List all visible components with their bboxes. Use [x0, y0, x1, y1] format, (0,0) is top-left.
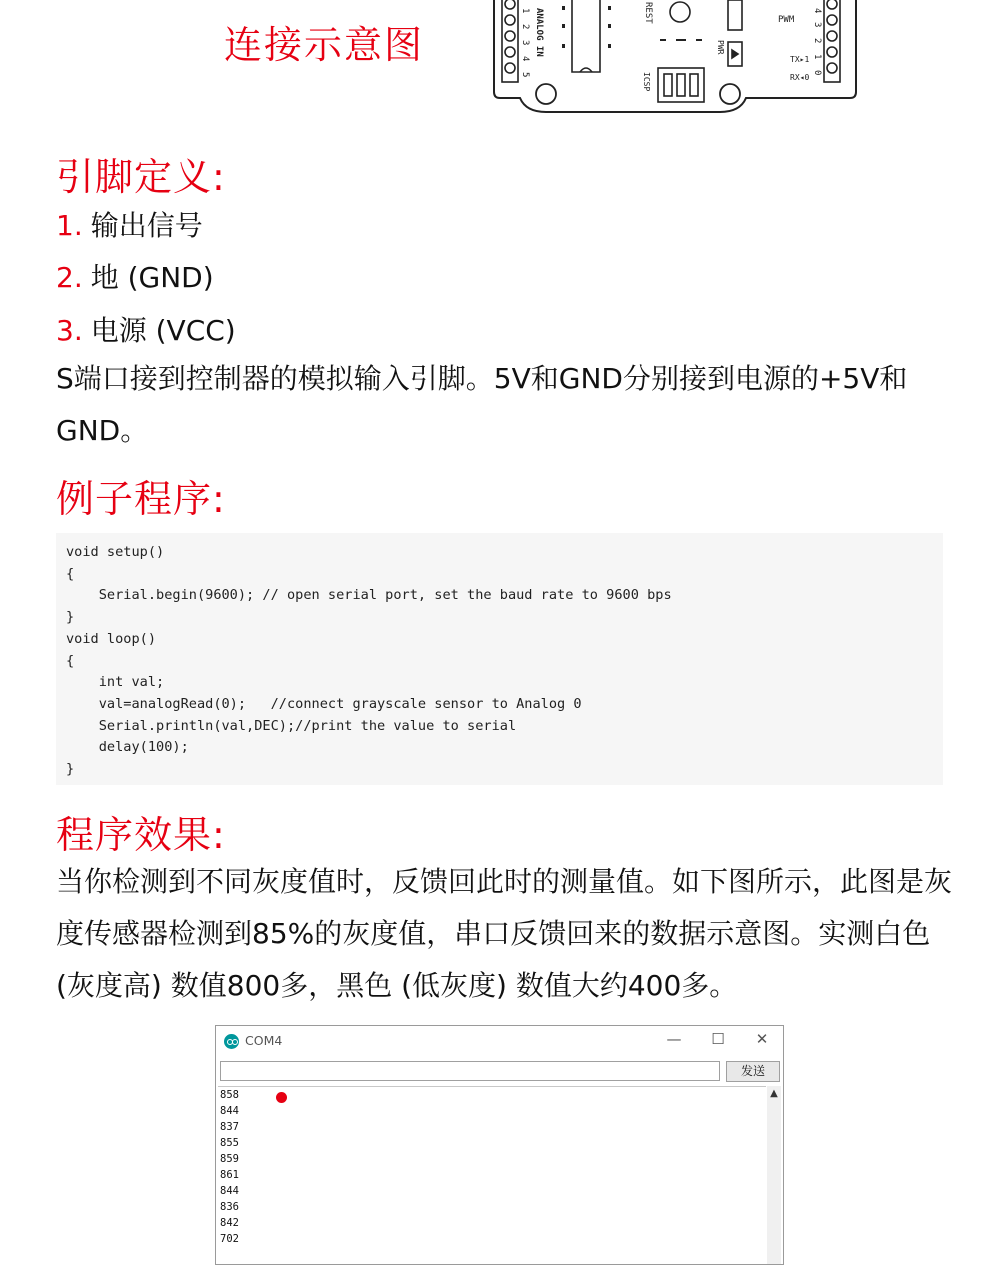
- serial-output-line: 861: [220, 1169, 239, 1181]
- wiring-paragraph: S端口接到控制器的模拟输入引脚。5V和GND分别接到电源的+5V和GND。: [56, 362, 908, 447]
- serial-titlebar: [216, 1026, 783, 1058]
- pin-item-number: 1.: [56, 209, 83, 242]
- digital-pin-1: 1: [812, 54, 822, 60]
- diagram-caption: 连接示意图: [224, 23, 425, 67]
- arduino-logo-icon: [224, 1034, 239, 1049]
- digital-pin-0: 0: [812, 70, 822, 76]
- code-block: [56, 533, 943, 785]
- analog-pin-5: 5: [520, 72, 530, 78]
- mcu-chip: [572, 0, 600, 72]
- analog-pin-3: 3: [520, 40, 530, 46]
- digital-pin-4: 4: [812, 8, 822, 14]
- mount-hole-left: [536, 84, 556, 104]
- serial-monitor-window: [215, 1025, 784, 1265]
- pwm-label: PWM: [778, 15, 795, 25]
- send-button[interactable]: 发送: [726, 1061, 780, 1082]
- close-icon[interactable]: ✕: [755, 1030, 769, 1048]
- pin-item-text: 输出信号: [90, 209, 203, 242]
- serial-output-line: 858: [220, 1089, 239, 1101]
- pin-definition-heading: 引脚定义:: [56, 155, 226, 199]
- tx-label: TX▸1: [790, 55, 810, 64]
- serial-output-line: 842: [220, 1217, 239, 1229]
- serial-output-area: [218, 1086, 766, 1264]
- serial-output-line: 836: [220, 1201, 239, 1213]
- pin-item-text: 电源 (VCC): [90, 314, 236, 347]
- pwr-label: PWR: [716, 40, 725, 55]
- code-text: void setup() { Serial.begin(9600); // open serial port, set the baud rate to 9600 bps } void loop() { int val; val=analogRead(0); //connect grayscale sensor to Analog 0 Serial.println(val,DEC);//print the value to serial delay(100); }: [66, 544, 672, 778]
- window-title: COM4: [245, 1033, 283, 1048]
- minimize-icon[interactable]: —: [666, 1030, 682, 1048]
- digital-pin-2: 2: [812, 38, 822, 44]
- pin-item-number: 2.: [56, 261, 83, 294]
- serial-output-line: 837: [220, 1121, 239, 1133]
- pin-item-text: 地 (GND): [90, 261, 214, 294]
- serial-output-line: 844: [220, 1105, 239, 1117]
- pin-item-1: [56, 204, 203, 244]
- maximize-icon[interactable]: ☐: [711, 1030, 725, 1048]
- icsp-header: [658, 68, 704, 102]
- analog-pin-1: 1: [520, 8, 530, 14]
- mouse-cursor-marker: [276, 1092, 287, 1103]
- scroll-up-icon[interactable]: ▲: [770, 1088, 778, 1099]
- serial-output-line: 855: [220, 1137, 239, 1149]
- serial-output-line: 844: [220, 1185, 239, 1197]
- reset-label: REST: [643, 2, 653, 24]
- serial-output-line: 702: [220, 1233, 239, 1245]
- example-program-heading: 例子程序:: [56, 477, 226, 521]
- mount-hole-right: [720, 84, 740, 104]
- rx-label: RX◂0: [790, 73, 810, 82]
- effect-paragraph: 当你检测到不同灰度值时，反馈回此时的测量值。如下图所示，此图是灰度传感器检测到85%的灰度值，串口反馈回来的数据示意图。实测白色 (灰度高) 数值800多，黑色 (低灰度) 数值大约400多。: [56, 865, 953, 1002]
- program-effect-heading: 程序效果:: [56, 813, 226, 857]
- serial-scrollbar[interactable]: [767, 1086, 781, 1264]
- analog-pin-4: 4: [520, 56, 530, 62]
- pin-item-number: 3.: [56, 314, 83, 347]
- serial-send-input[interactable]: [220, 1061, 720, 1081]
- serial-output-line: 859: [220, 1153, 239, 1165]
- analog-pin-2: 2: [520, 24, 530, 30]
- pin-item-3: [56, 309, 236, 349]
- pin-item-2: [56, 256, 214, 296]
- arduino-board-diagram: [490, 0, 860, 118]
- digital-pin-3: 3: [812, 22, 822, 28]
- icsp-label: ICSP: [642, 72, 651, 92]
- analog-in-label: ANALOG IN: [534, 8, 544, 57]
